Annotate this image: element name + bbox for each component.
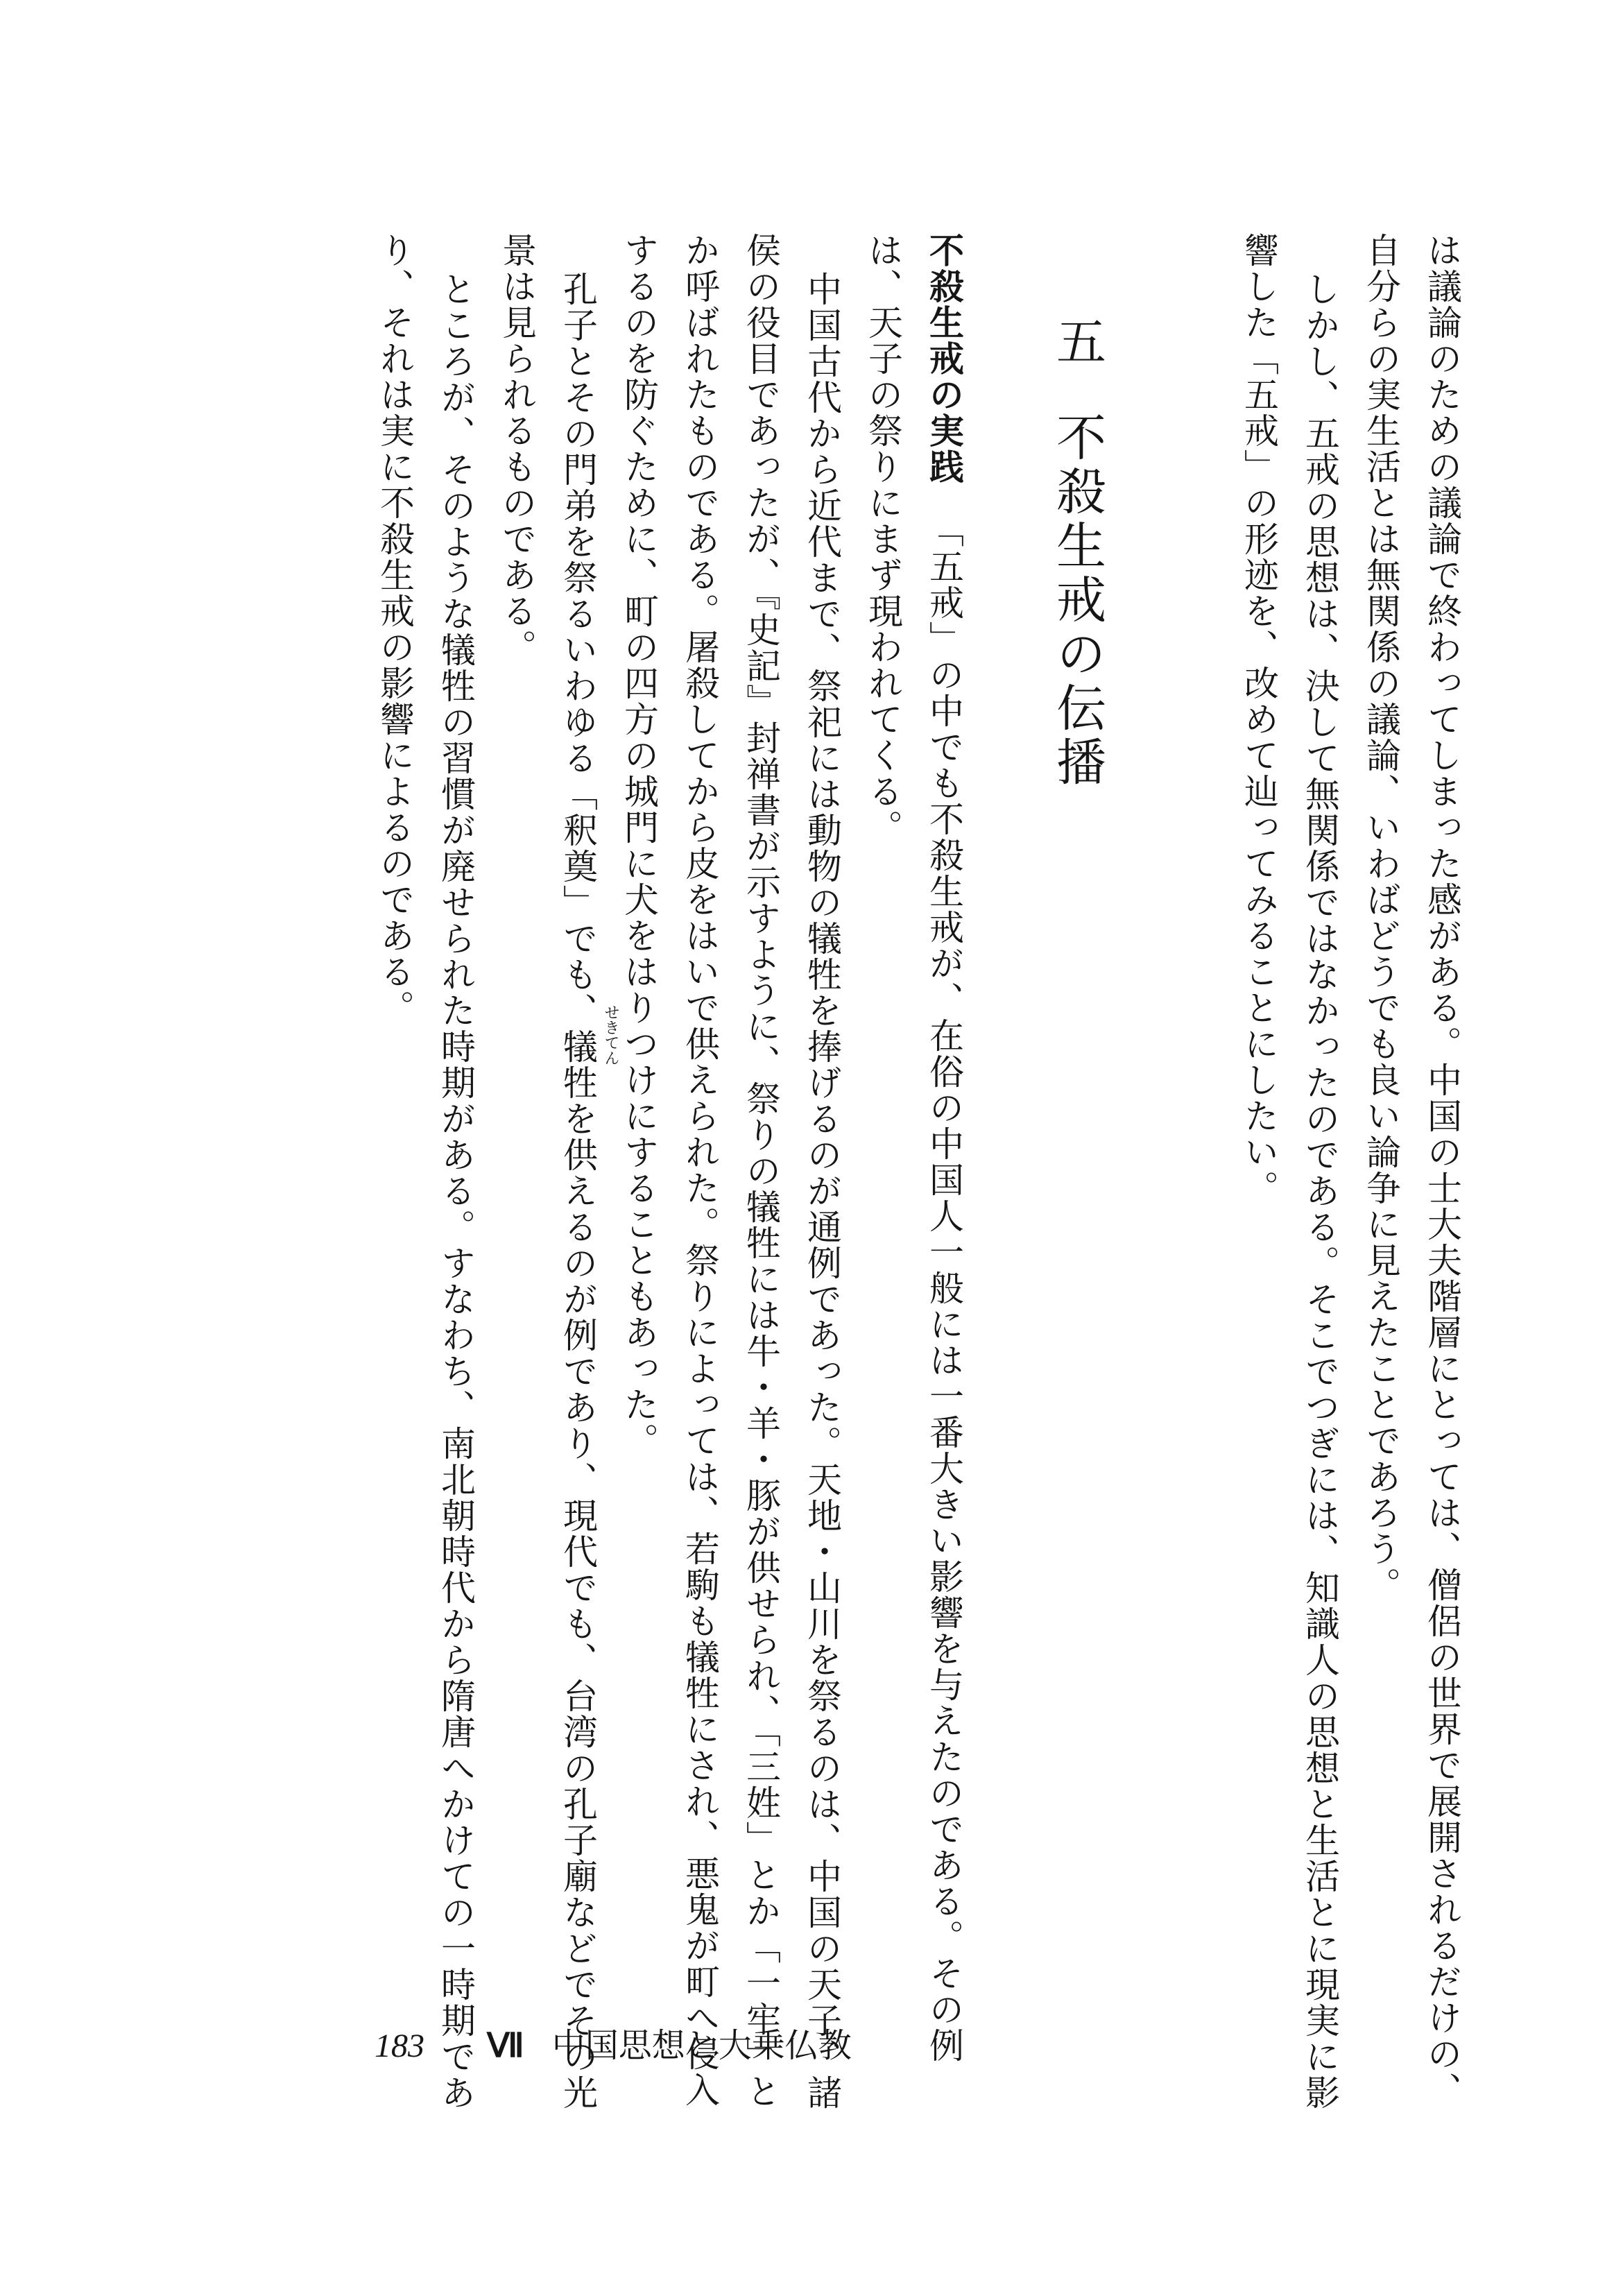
chapter-title: 中国思想と大乗仏教: [551, 2026, 852, 2065]
text-column: 景は見られるものである。: [497, 232, 537, 665]
text-column: するのを防ぐために、町の四方の城門に犬をはりつけにすることもあった。: [619, 232, 659, 1459]
text-column: は議論のための議論で終わってしまった感がある。中国の士大夫階層にとっては、僧侶の世界で展開されるだけの、: [1422, 232, 1462, 2108]
page-footer: [375, 2019, 852, 2066]
text-column: か呼ばれたものである。屠殺してから皮をはいで供えられた。祭りによっては、若駒も犠牲にされ、悪鬼が町へ侵入: [680, 232, 720, 2108]
text-column: [922, 232, 965, 2064]
page-number: 183: [375, 2028, 424, 2064]
text-column: しかし、五戒の思想は、決して無関係ではなかったのである。そこでつぎには、知識人の思想と生活とに現実に影: [1300, 271, 1340, 2111]
text-column: り、それは実に不殺生戒の影響によるのである。: [375, 232, 415, 1026]
text-column: ところが、そのような犠牲の習慣が廃せられた時期がある。すなわち、南北朝時代から隋唐へかけての一時期であ: [436, 271, 476, 2111]
chapter-numeral: Ⅶ: [487, 2028, 524, 2064]
text-column: 中国古代から近代まで、祭祀には動物の犠牲を捧げるのが通例であった。天地・山川を祭るのは、中国の天子、諸: [802, 271, 842, 2111]
text-column-content: 「五戒」の中でも不殺生戒が、在俗の中国人一般には一番大きい影響を与えたのである。その例: [924, 513, 964, 2064]
text-column: は、天子の祭りにまず現われてくる。: [863, 232, 903, 846]
ruby-annotation: せきてん: [602, 1004, 619, 1065]
subheading: 不殺生戒の実践: [924, 232, 964, 485]
section-number: 五: [1048, 316, 1106, 370]
section-title: 不殺生戒の伝播: [1048, 411, 1106, 790]
text-column: 孔子とその門弟を祭るいわゆる「釈奠」でも、犠牲を供えるのが例であり、現代でも、台湾の孔子廟などでその光: [558, 271, 598, 2111]
section-heading: [1046, 316, 1108, 790]
text-column: 響した「五戒」の形迹を、改めて辿ってみることにしたい。: [1239, 232, 1279, 1206]
text-column: 侯の役目であったが、『史記』封禅書が示すように、祭りの犠牲には牛・羊・豚が供せられ、「三姓」とか「一牢」と: [741, 232, 781, 2109]
text-column: 自分らの実生活とは無関係の議論、いわばどうでも良い論争に見えたことであろう。: [1361, 232, 1401, 1603]
